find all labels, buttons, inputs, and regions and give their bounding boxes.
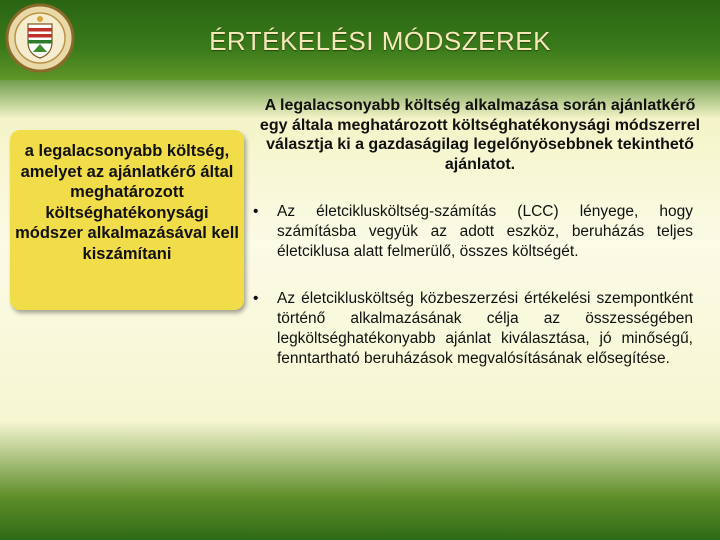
intro-paragraph: A legalacsonyabb költség alkalmazása során ajánlatkérő egy általa meghatározott költséghatékonysági módszerrel választja ki a gazdaságilag legelőnyösebbnek tekinthető ajánlatot. — [259, 97, 701, 173]
bullet-text: Az életciklusköltség-számítás (LCC) lényege, hogy számításba vegyük az adott eszköz, beruházás teljes életciklusa alatt felmerülő, összes költségét. — [277, 203, 693, 260]
bullet-dot-icon: • — [253, 290, 259, 307]
bullet-text: Az életciklusköltség közbeszerzési értékelési szempontként történő alkalmazásának célja az összességében legköltséghatékonyabb ajánlat kiválasztása, jó minőségű, fenntartható beruházások megvalósításának elősegítése. — [277, 290, 693, 367]
slide-title: ÉRTÉKELÉSI MÓDSZEREK — [209, 26, 551, 56]
bullet-item — [253, 289, 693, 369]
highlight-note-text: a legalacsonyabb költség, amelyet az ajánlatkérő által meghatározott költséghatékonysági módszer alkalmazásával kell kiszámítani — [15, 142, 239, 263]
bullet-dot-icon: • — [253, 203, 259, 220]
bullet-item — [253, 202, 693, 262]
